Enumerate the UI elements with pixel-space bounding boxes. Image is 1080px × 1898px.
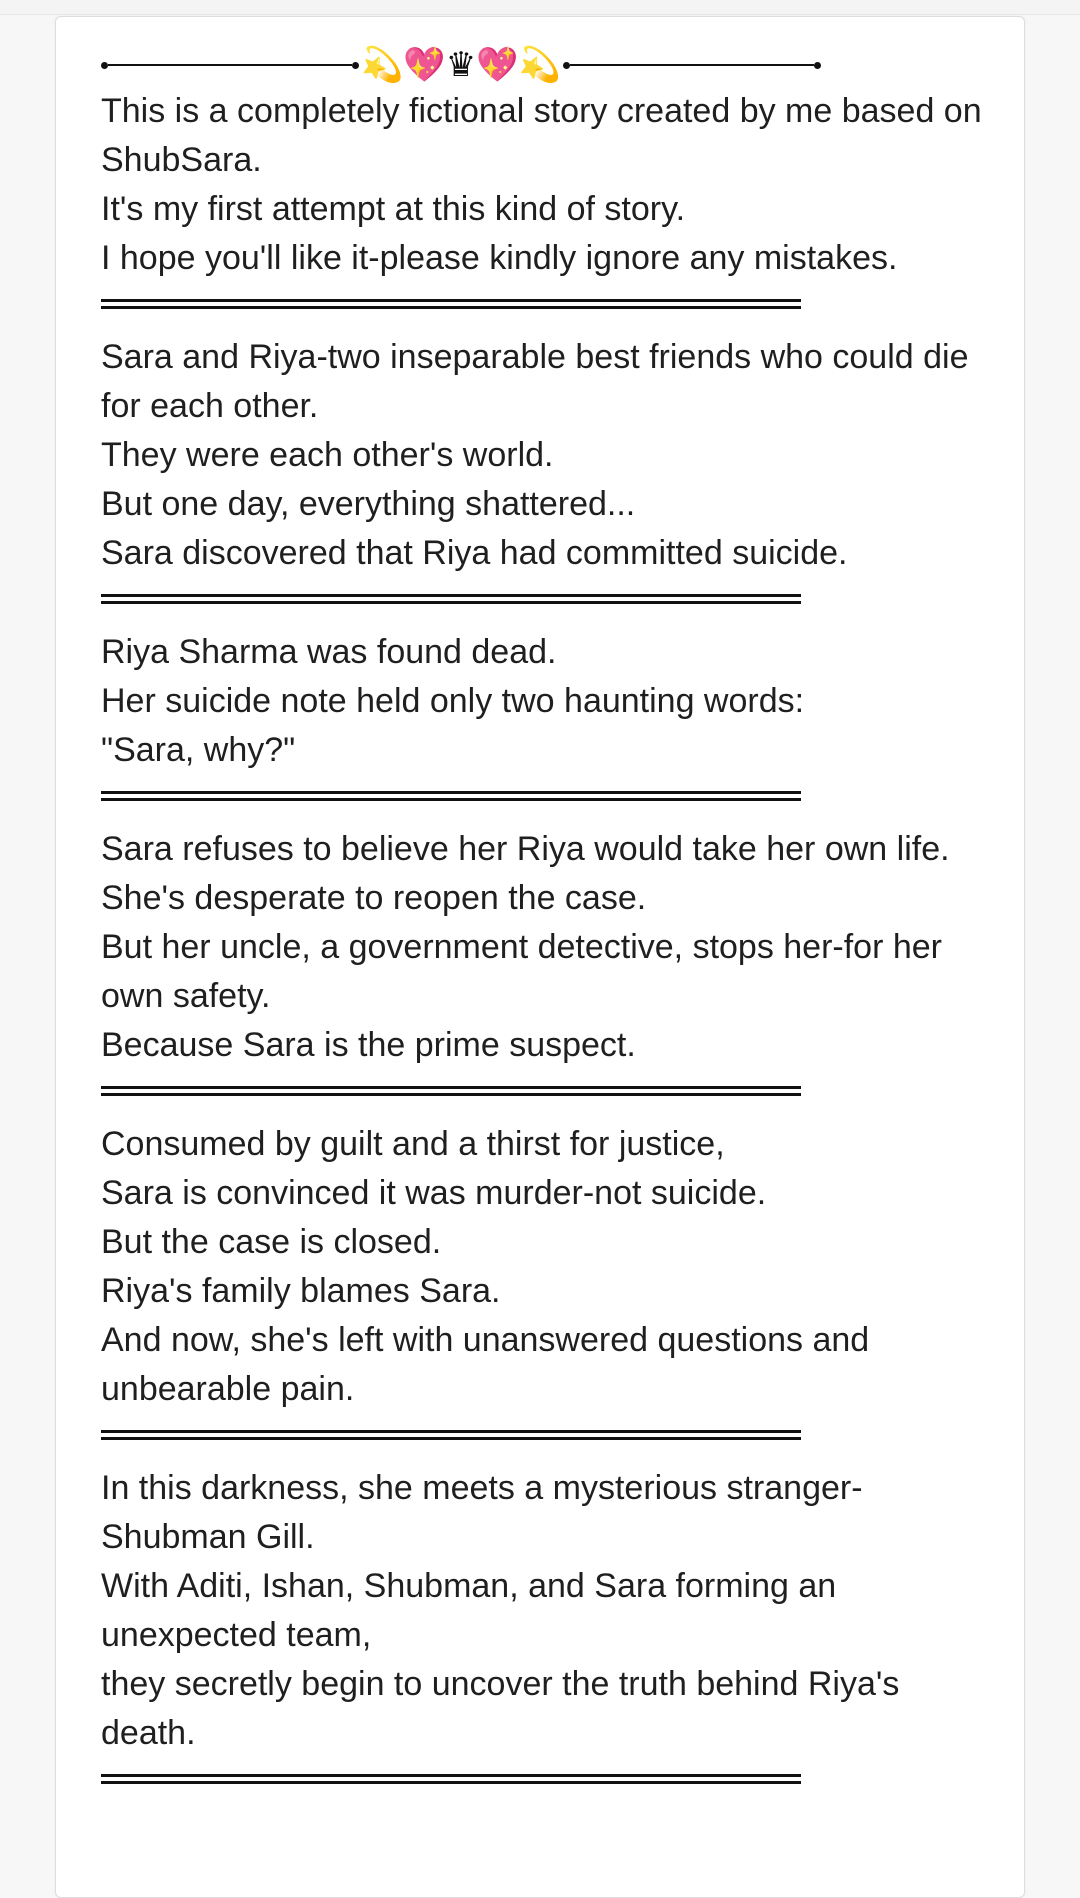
story-line: Because Sara is the prime suspect.	[101, 1026, 636, 1064]
story-line: She's desperate to reopen the case.	[101, 879, 647, 917]
section-divider	[101, 1080, 801, 1102]
ornament-right-line	[570, 64, 814, 66]
section-divider	[101, 1424, 801, 1446]
story-line: Sara is convinced it was murder-not suicide.	[101, 1174, 767, 1212]
story-line: They were each other's world.	[101, 436, 554, 474]
section-divider	[101, 293, 801, 315]
sparkling-heart-icon: 💖	[476, 45, 519, 85]
story-line: With Aditi, Ishan, Shubman, and Sara forming an unexpected team,	[101, 1567, 837, 1654]
top-border	[0, 0, 1080, 15]
friendship-paragraph	[101, 333, 1001, 578]
section-divider	[101, 785, 801, 807]
story-line: But one day, everything shattered...	[101, 485, 636, 523]
prime-suspect-paragraph	[101, 825, 1001, 1070]
story-line: This is a completely fictional story created by me based on ShubSara.	[101, 92, 982, 179]
sparkling-heart-icon: 💖	[403, 45, 446, 85]
story-line: And now, she's left with unanswered questions and unbearable pain.	[101, 1321, 870, 1408]
story-line: they secretly begin to uncover the truth behind Riya's death.	[101, 1665, 900, 1752]
story-line: "Sara, why?"	[101, 731, 296, 769]
section-divider	[101, 588, 801, 610]
story-line: But the case is closed.	[101, 1223, 442, 1261]
ornament-divider	[101, 43, 821, 87]
intro-paragraph	[101, 87, 1001, 283]
story-line: In this darkness, she meets a mysterious stranger-Shubman Gill.	[101, 1469, 863, 1556]
ornament-inner-right-dot	[563, 62, 570, 69]
suicide-note-paragraph	[101, 628, 1001, 775]
story-line: Sara discovered that Riya had committed suicide.	[101, 534, 848, 572]
dizzy-star-icon: 💫	[518, 45, 561, 85]
story-line: Riya Sharma was found dead.	[101, 633, 557, 671]
story-line: Her suicide note held only two haunting words:	[101, 682, 805, 720]
story-line: Riya's family blames Sara.	[101, 1272, 501, 1310]
dizzy-star-icon: 💫	[361, 45, 404, 85]
story-line: Sara refuses to believe her Riya would take her own life.	[101, 830, 950, 868]
crown-icon: ♛	[445, 45, 477, 85]
story-line: It's my first attempt at this kind of story.	[101, 190, 686, 228]
story-card	[55, 16, 1025, 1898]
guilt-paragraph	[101, 1120, 1001, 1414]
story-content	[101, 43, 1001, 1808]
ornament-inner-left-dot	[352, 62, 359, 69]
section-divider	[101, 1768, 801, 1790]
ornament-right-dot	[814, 62, 821, 69]
story-line: Consumed by guilt and a thirst for justice,	[101, 1125, 725, 1163]
story-line: Sara and Riya-two inseparable best friends who could die for each other.	[101, 338, 969, 425]
ornament-left-line	[108, 64, 352, 66]
story-line: But her uncle, a government detective, stops her-for her own safety.	[101, 928, 943, 1015]
team-paragraph	[101, 1464, 1001, 1758]
story-line: I hope you'll like it-please kindly ignore any mistakes.	[101, 239, 898, 277]
ornament-glyphs	[359, 45, 563, 85]
ornament-left-dot	[101, 62, 108, 69]
